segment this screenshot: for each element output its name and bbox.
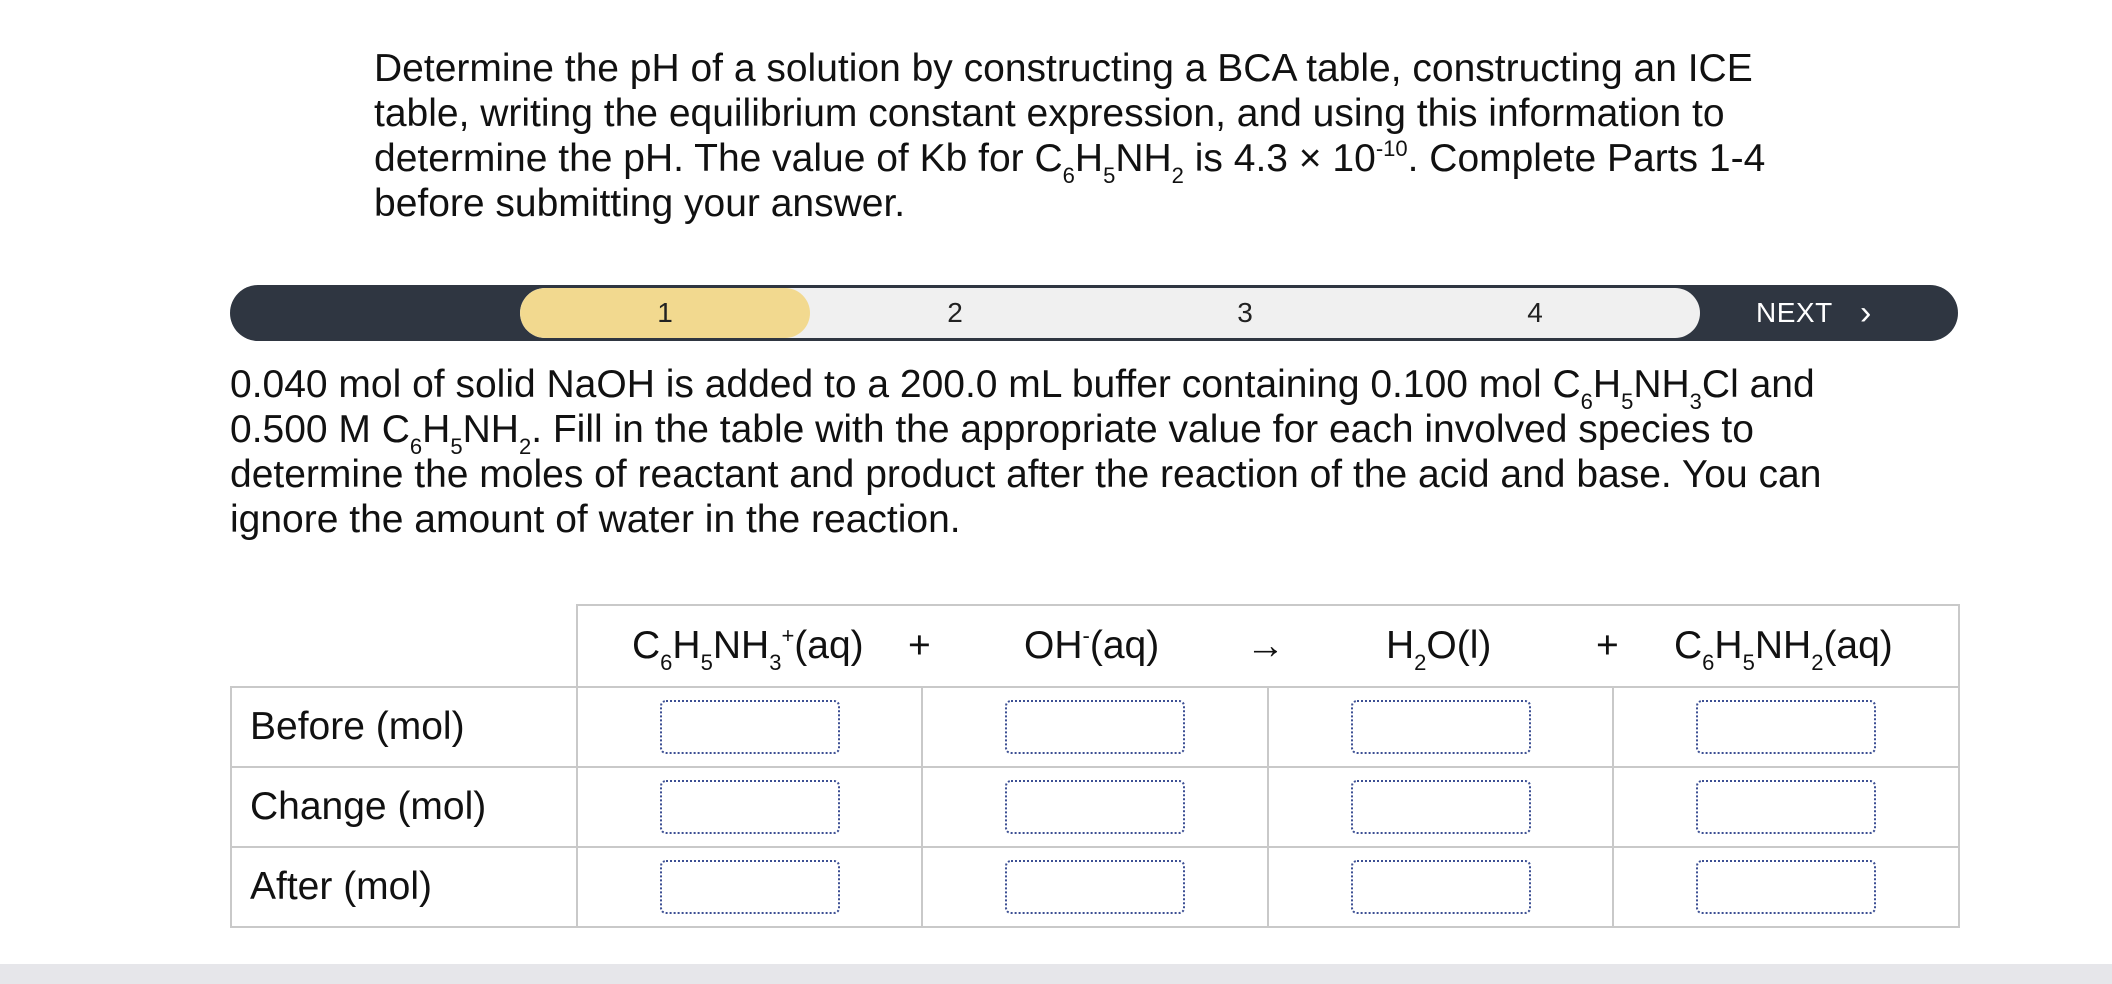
change-row-label: Change (mol) <box>231 767 577 847</box>
before-row-label: Before (mol) <box>231 687 577 767</box>
after-hydroxide-input[interactable] <box>1005 860 1185 914</box>
part-1-question: 0.040 mol of solid NaOH is added to a 200.0 mL buffer containing 0.100 mol $C_6H_5NH_3Cl$ and 0.500 M $C_6H_5NH_2$. Fill in the table with the appropriate value for each involved species to determine the moles of reactant and product after the reaction of the acid and base. You can ignore the amount of water in the reaction. <box>230 363 1822 541</box>
bca-table <box>230 604 1960 928</box>
before-water-input[interactable] <box>1351 700 1531 754</box>
after-row <box>231 847 1959 927</box>
step-3-tab[interactable]: 3 <box>1237 297 1253 328</box>
next-button-label: NEXT <box>1756 297 1833 328</box>
step-2-tab[interactable]: 2 <box>947 297 963 328</box>
step-1-tab[interactable]: 1 <box>520 288 810 338</box>
step-track <box>520 288 1700 338</box>
corner-cell <box>231 605 577 687</box>
before-base-input[interactable] <box>1696 700 1876 754</box>
before-row <box>231 687 1959 767</box>
water-species-label: $H_2O(l)$ <box>1386 624 1492 676</box>
plus-sign: + <box>908 624 931 667</box>
after-water-input[interactable] <box>1351 860 1531 914</box>
next-button[interactable] <box>1710 285 1950 341</box>
after-row-label: After (mol) <box>231 847 577 927</box>
after-acid-input[interactable] <box>660 860 840 914</box>
hydroxide-species-label: OH-(aq) <box>1024 622 1160 667</box>
change-acid-input[interactable] <box>660 780 840 834</box>
before-acid-input[interactable] <box>660 700 840 754</box>
species-header-row <box>231 605 1959 687</box>
acid-species-label: $C_6H_5NH_3^+(aq)$ <box>632 622 864 676</box>
footer-bar <box>0 964 2112 984</box>
part-stepper <box>230 285 1958 341</box>
change-hydroxide-input[interactable] <box>1005 780 1185 834</box>
change-base-input[interactable] <box>1696 780 1876 834</box>
plus-sign: + <box>1596 624 1619 667</box>
after-base-input[interactable] <box>1696 860 1876 914</box>
base-species-label: $C_6H_5NH_2(aq)$ <box>1674 624 1893 676</box>
problem-statement: Determine the pH of a solution by constructing a BCA table, constructing an ICE table, writing the equilibrium constant expression, and using this information to determine the pH. The value of Kb for $C_6H_5NH_2$ is $4.3 \times 10^{-10}$. Complete Parts 1-4 before submitting your answer. <box>374 47 1766 225</box>
before-hydroxide-input[interactable] <box>1005 700 1185 754</box>
step-4-tab[interactable]: 4 <box>1527 297 1543 328</box>
reaction-arrow: → <box>1246 624 1285 667</box>
change-row <box>231 767 1959 847</box>
change-water-input[interactable] <box>1351 780 1531 834</box>
reaction-equation <box>577 605 1959 687</box>
chevron-right-icon: › <box>1860 294 1872 332</box>
